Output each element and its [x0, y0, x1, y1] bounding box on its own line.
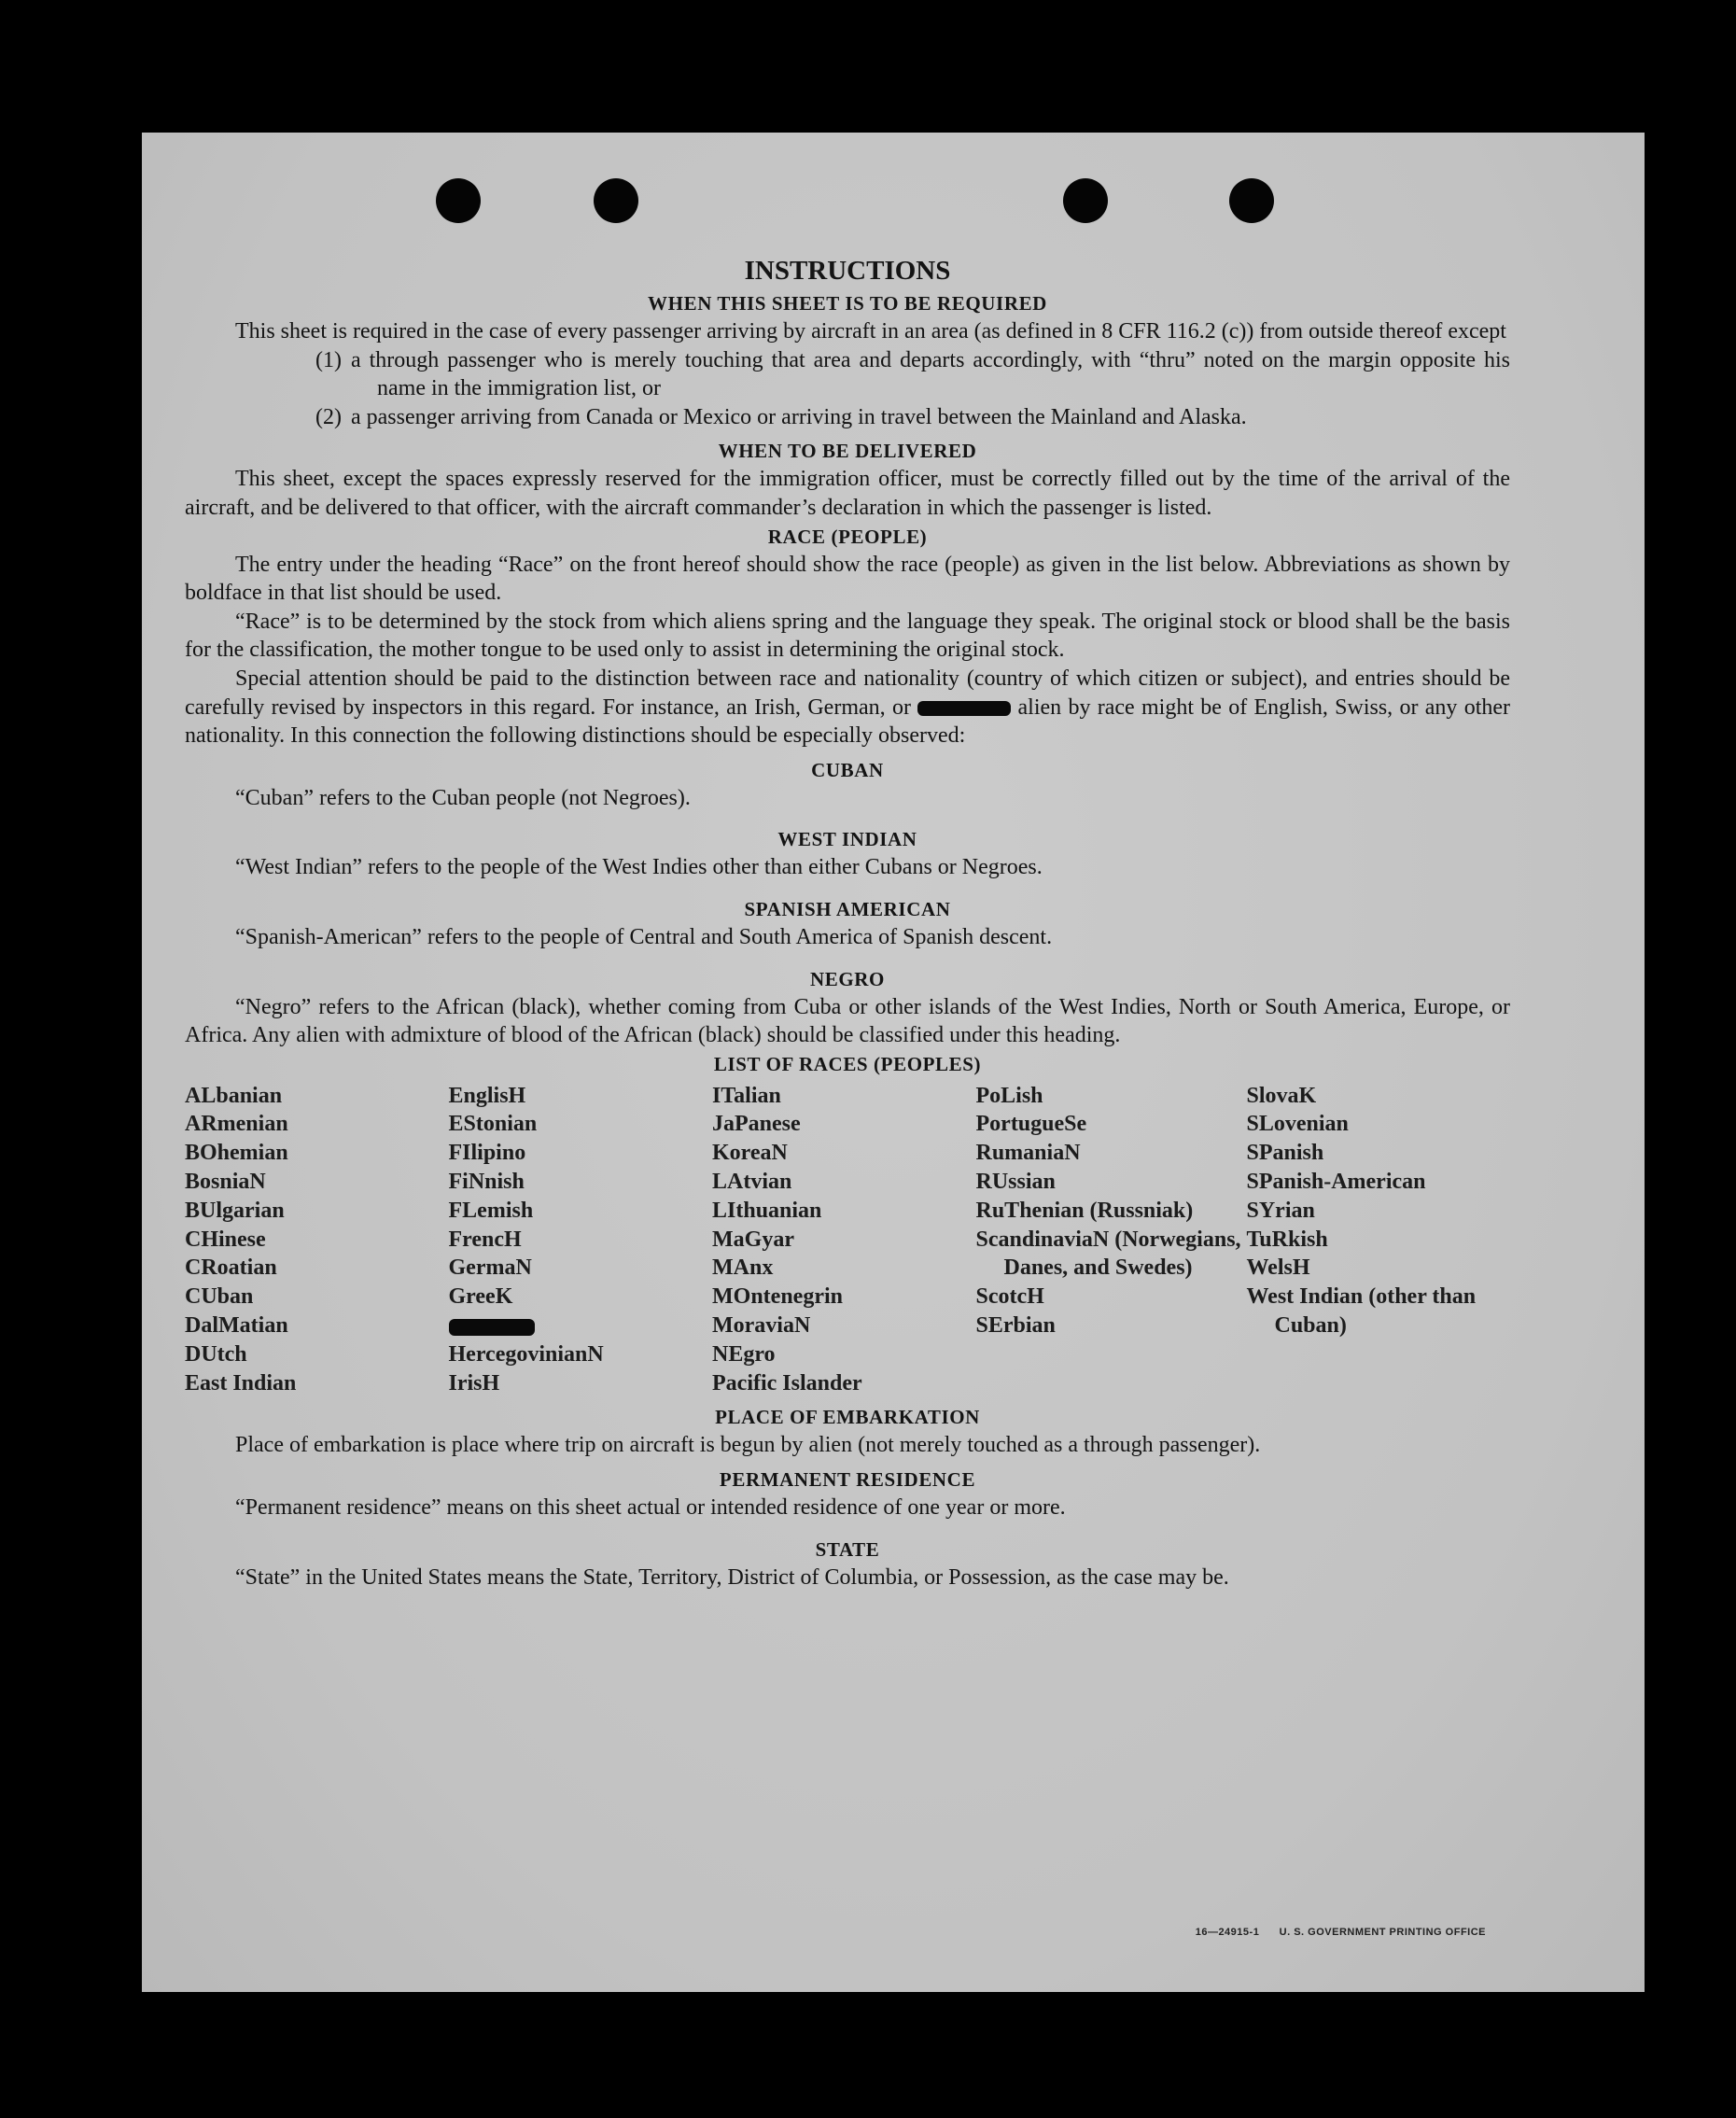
- races-column-5: [1247, 1082, 1511, 1398]
- race-entry: SlovaK: [1246, 1083, 1317, 1108]
- printing-office-imprint: 16—24915-1 U. S. GOVERNMENT PRINTING OFFICE: [1195, 1927, 1486, 1938]
- instructions-body: [185, 252, 1510, 1592]
- heading-state: STATE: [815, 1537, 880, 1561]
- race-entry: WelsH: [1246, 1255, 1310, 1281]
- delivered-text: This sheet, except the spaces expressly reserved for the immigration officer, must be correctly filled out by the time of the arrival of the aircraft, and be delivered to that officer, with the aircraft commander’s declaration in which the passenger is listed.: [185, 467, 1510, 520]
- punch-hole: [594, 178, 638, 223]
- race-entry: KoreaN: [712, 1141, 788, 1166]
- race-entry: MOntenegrin: [712, 1284, 843, 1310]
- race-entry: DUtch: [185, 1341, 247, 1367]
- race-entry: JaPanese: [712, 1112, 801, 1137]
- race-entry: FLemish: [448, 1198, 534, 1223]
- document-page: [142, 133, 1645, 1992]
- race-entry: RumaniaN: [975, 1141, 1081, 1166]
- exception-item: (2) a passenger arriving from Canada or Mexico or arriving in travel between the Mainland and Alaska.: [315, 404, 1247, 429]
- heading-cuban: CUBAN: [811, 758, 884, 781]
- race-entry: BosniaN: [185, 1170, 266, 1195]
- race-entry: PoLish: [975, 1083, 1043, 1108]
- race-entry: PortugueSe: [975, 1112, 1087, 1137]
- race-entry: GreeK: [448, 1284, 513, 1310]
- race-entry: ScotcH: [975, 1284, 1044, 1310]
- races-column-2: [449, 1082, 713, 1398]
- race-entry: SLovenian: [1246, 1112, 1349, 1137]
- punch-hole: [1063, 178, 1108, 223]
- race-entry: RuThenian (Russniak): [975, 1198, 1194, 1223]
- heading-spanish-american: SPANISH AMERICAN: [744, 897, 951, 920]
- heading-embarkation: PLACE OF EMBARKATION: [715, 1406, 980, 1429]
- race-paragraph-3: Special attention should be paid to the distinction between race and nationality (country of which citizen or subject), and entries should be carefully revised by inspectors in this regard. For instance, an Irish, German, or alien by race might be of English, Swiss, or any other nationality. In this connection the following distinctions should be especially observed:: [185, 666, 1511, 749]
- punch-hole: [1229, 178, 1274, 223]
- race-entry: ITalian: [712, 1083, 781, 1108]
- heading-race: RACE (PEOPLE): [767, 525, 928, 548]
- race-entry: BOhemian: [185, 1141, 288, 1166]
- race-paragraph-2: “Race” is to be determined by the stock from which aliens spring and the language they speak. The original stock or blood shall be the basis for the classification, the mother tongue to be used only to assist in determining the original stock.: [185, 609, 1510, 663]
- race-entry: MAnx: [712, 1255, 774, 1281]
- required-text: This sheet is required in the case of every passenger arriving by aircraft in an area (as defined in 8 CFR 116.2 (c)) from outside thereof except: [235, 319, 1506, 344]
- race-entry: MaGyar: [712, 1227, 794, 1252]
- race-paragraph-1: The entry under the heading “Race” on the front hereof should show the race (people) as given in the list below. Abbreviations as shown by boldface in that list should be used.: [185, 552, 1510, 606]
- west-indian-text: “West Indian” refers to the people of the West Indies other than either Cubans or Negroes.: [235, 855, 1043, 880]
- race-entry: ScandinaviaN (Norwegians, Danes, and Swedes): [975, 1227, 1241, 1281]
- race-entry: East Indian: [185, 1370, 297, 1396]
- cuban-text: “Cuban” refers to the Cuban people (not Negroes).: [235, 785, 691, 810]
- race-entry: SPanish: [1246, 1141, 1324, 1166]
- race-entry: LIthuanian: [712, 1198, 822, 1223]
- race-entry: FiNnish: [448, 1170, 525, 1195]
- race-entry: NEgro: [712, 1341, 776, 1367]
- exception-item: (1) a through passenger who is merely touching that area and departs accordingly, with “thru” noted on the margin opposite his name in the immigration list, or: [315, 347, 1510, 401]
- races-column-4: [976, 1082, 1247, 1398]
- redaction-mark: [449, 1319, 535, 1336]
- heading-west-indian: WEST INDIAN: [777, 828, 917, 851]
- race-entry: ARmenian: [185, 1112, 288, 1137]
- race-entry: LAtvian: [712, 1170, 792, 1195]
- race-entry: SErbian: [975, 1313, 1056, 1339]
- race-entry: MoraviaN: [712, 1313, 811, 1339]
- heading-permanent-residence: PERMANENT RESIDENCE: [719, 1468, 976, 1492]
- races-list: [185, 1082, 1510, 1398]
- embarkation-text: Place of embarkation is place where trip on aircraft is begun by alien (not merely touched as a through passenger).: [235, 1433, 1261, 1458]
- race-entry: CHinese: [185, 1227, 266, 1252]
- race-entry: FIlipino: [448, 1141, 526, 1166]
- heading-list-of-races: LIST OF RACES (PEOPLES): [713, 1052, 982, 1075]
- residence-text: “Permanent residence” means on this sheet actual or intended residence of one year or more.: [235, 1495, 1066, 1521]
- heading-when-required: WHEN THIS SHEET IS TO BE REQUIRED: [648, 292, 1047, 315]
- race-entry: CUban: [185, 1284, 254, 1310]
- race-entry: CRoatian: [185, 1255, 277, 1281]
- race-entry: SPanish-American: [1246, 1170, 1426, 1195]
- race-entry: IrisH: [448, 1370, 500, 1396]
- spanish-american-text: “Spanish-American” refers to the people of Central and South America of Spanish descent.: [235, 924, 1053, 949]
- race-entry: EnglisH: [448, 1083, 526, 1108]
- state-text: “State” in the United States means the State, Territory, District of Columbia, or Possession, as the case may be.: [235, 1564, 1229, 1590]
- negro-text: “Negro” refers to the African (black), whether coming from Cuba or other islands of the West Indies, North or South America, Europe, or Africa. Any alien with admixture of blood of the African (black) should be classified under this heading.: [185, 994, 1510, 1048]
- race-entry: DalMatian: [185, 1313, 288, 1339]
- race-entry: HercegovinianN: [448, 1341, 604, 1367]
- race-entry: GermaN: [448, 1255, 532, 1281]
- page-title: INSTRUCTIONS: [744, 256, 951, 286]
- race-entry: TuRkish: [1246, 1227, 1328, 1252]
- race-entry: West Indian (other than Cuban): [1246, 1284, 1477, 1339]
- race-entry: Pacific Islander: [712, 1370, 862, 1396]
- races-column-1: [185, 1082, 449, 1398]
- race-entry: BUlgarian: [185, 1198, 285, 1223]
- race-entry: ALbanian: [185, 1083, 283, 1108]
- race-entry: SYrian: [1246, 1198, 1315, 1223]
- race-entry: EStonian: [448, 1112, 538, 1137]
- punch-hole: [436, 178, 481, 223]
- race-entry: RUssian: [975, 1170, 1056, 1195]
- heading-negro: NEGRO: [809, 967, 885, 990]
- heading-when-delivered: WHEN TO BE DELIVERED: [718, 440, 977, 463]
- race-entry-redacted: [449, 1311, 713, 1340]
- races-column-3: [712, 1082, 976, 1398]
- race-entry: FrencH: [448, 1227, 522, 1252]
- redaction-mark: [917, 701, 1011, 716]
